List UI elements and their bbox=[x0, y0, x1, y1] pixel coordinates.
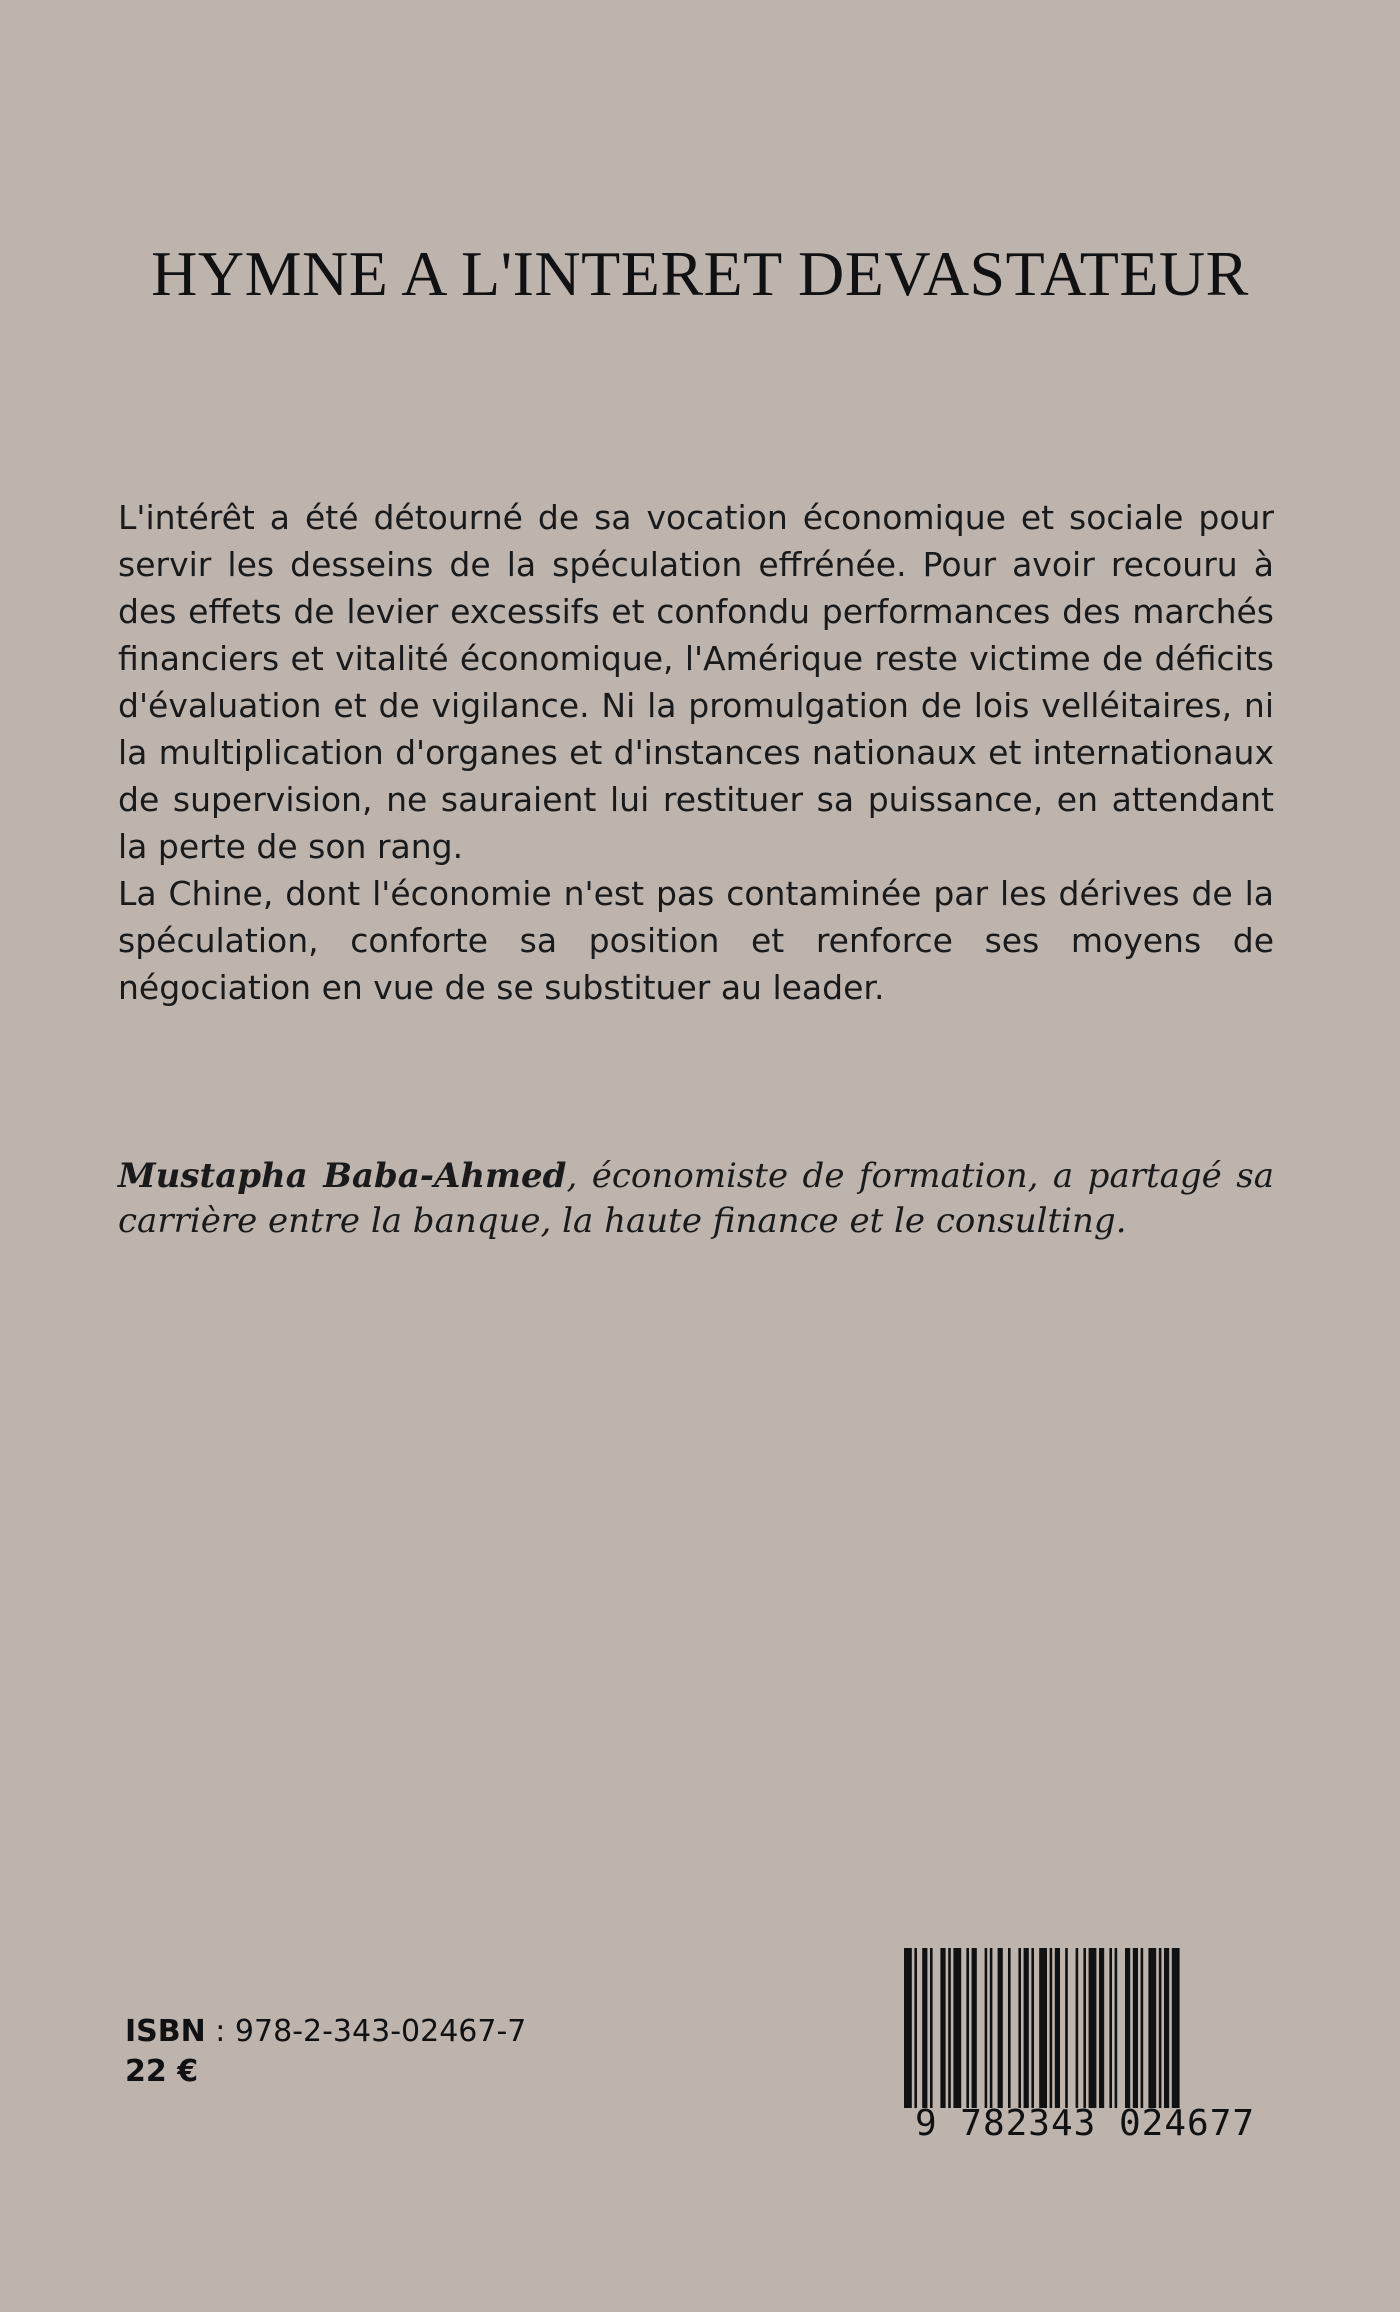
price: 22 € bbox=[125, 2054, 199, 2089]
barcode-bar bbox=[1039, 1948, 1047, 2108]
blurb-paragraph-1: L'intérêt a été détourné de sa vocation économique et sociale pour servir les desseins de la spéculation effrénée. Pour avoir recouru à des effets de levier excessifs et confondu performances des marchés financiers et vitalité économique, l'Amérique reste victime de déficits d'évaluation et de vigilance. Ni la promulgation de lois velléitaires, ni la multiplication d'organes et d'instances nationaux et internationaux de supervision, ne sauraient lui restituer sa puissance, en attendant la perte de son rang. bbox=[118, 498, 1274, 866]
barcode-bars bbox=[900, 1948, 1270, 2108]
barcode-bar bbox=[1031, 1948, 1034, 2108]
barcode-bar bbox=[966, 1948, 969, 2108]
barcode-bar bbox=[1109, 1948, 1112, 2108]
barcode-bar bbox=[1133, 1948, 1138, 2108]
isbn-block bbox=[125, 2012, 526, 2092]
barcode-bar bbox=[1008, 1948, 1011, 2108]
blurb-paragraph-2: La Chine, dont l'économie n'est pas contaminée par les dérives de la spéculation, conforte sa position et renforce ses moyens de négociation en vue de se substituer au leader. bbox=[118, 874, 1274, 1007]
isbn-label: ISBN bbox=[125, 2014, 206, 2049]
barcode-bar bbox=[1055, 1948, 1060, 2108]
barcode-bar bbox=[1050, 1948, 1053, 2108]
barcode-bar bbox=[914, 1948, 917, 2108]
barcode-bar bbox=[930, 1948, 933, 2108]
barcode bbox=[900, 1948, 1270, 2148]
book-title: HYMNE A L'INTERET DEVASTATEUR bbox=[151, 238, 1249, 309]
barcode-bar bbox=[1065, 1948, 1068, 2108]
barcode-bar bbox=[1148, 1948, 1156, 2108]
barcode-bar bbox=[1125, 1948, 1130, 2108]
barcode-digits: 9 782343 024677 bbox=[914, 2103, 1256, 2144]
isbn-line bbox=[125, 2012, 526, 2052]
barcode-bar bbox=[1141, 1948, 1144, 2108]
barcode-bar bbox=[1159, 1948, 1162, 2108]
barcode-bar bbox=[1172, 1948, 1180, 2108]
barcode-bar bbox=[985, 1948, 988, 2108]
isbn-value: : 978-2-343-02467-7 bbox=[205, 2014, 527, 2049]
barcode-bar bbox=[1076, 1948, 1079, 2108]
barcode-bar bbox=[1024, 1948, 1029, 2108]
barcode-bar bbox=[1018, 1948, 1021, 2108]
author-bio bbox=[118, 1154, 1274, 1244]
barcode-bar bbox=[922, 1948, 927, 2108]
barcode-bar bbox=[904, 1948, 912, 2108]
barcode-bar bbox=[1083, 1948, 1086, 2108]
barcode-bar bbox=[953, 1948, 961, 2108]
barcode-bar bbox=[1164, 1948, 1169, 2108]
barcode-bar bbox=[1089, 1948, 1097, 2108]
barcode-bar bbox=[940, 1948, 945, 2108]
author-bio-text: , économiste de formation, a partagé sa carrière entre la banque, la haute finance et le consulting. bbox=[118, 1156, 1274, 1241]
blurb bbox=[118, 494, 1274, 1011]
barcode-bar bbox=[948, 1948, 951, 2108]
barcode-bar bbox=[972, 1948, 977, 2108]
barcode-bar bbox=[990, 1948, 993, 2108]
barcode-bar bbox=[1115, 1948, 1118, 2108]
author-name: Mustapha Baba-Ahmed bbox=[118, 1156, 567, 1196]
barcode-bar bbox=[998, 1948, 1003, 2108]
barcode-bar bbox=[1099, 1948, 1104, 2108]
